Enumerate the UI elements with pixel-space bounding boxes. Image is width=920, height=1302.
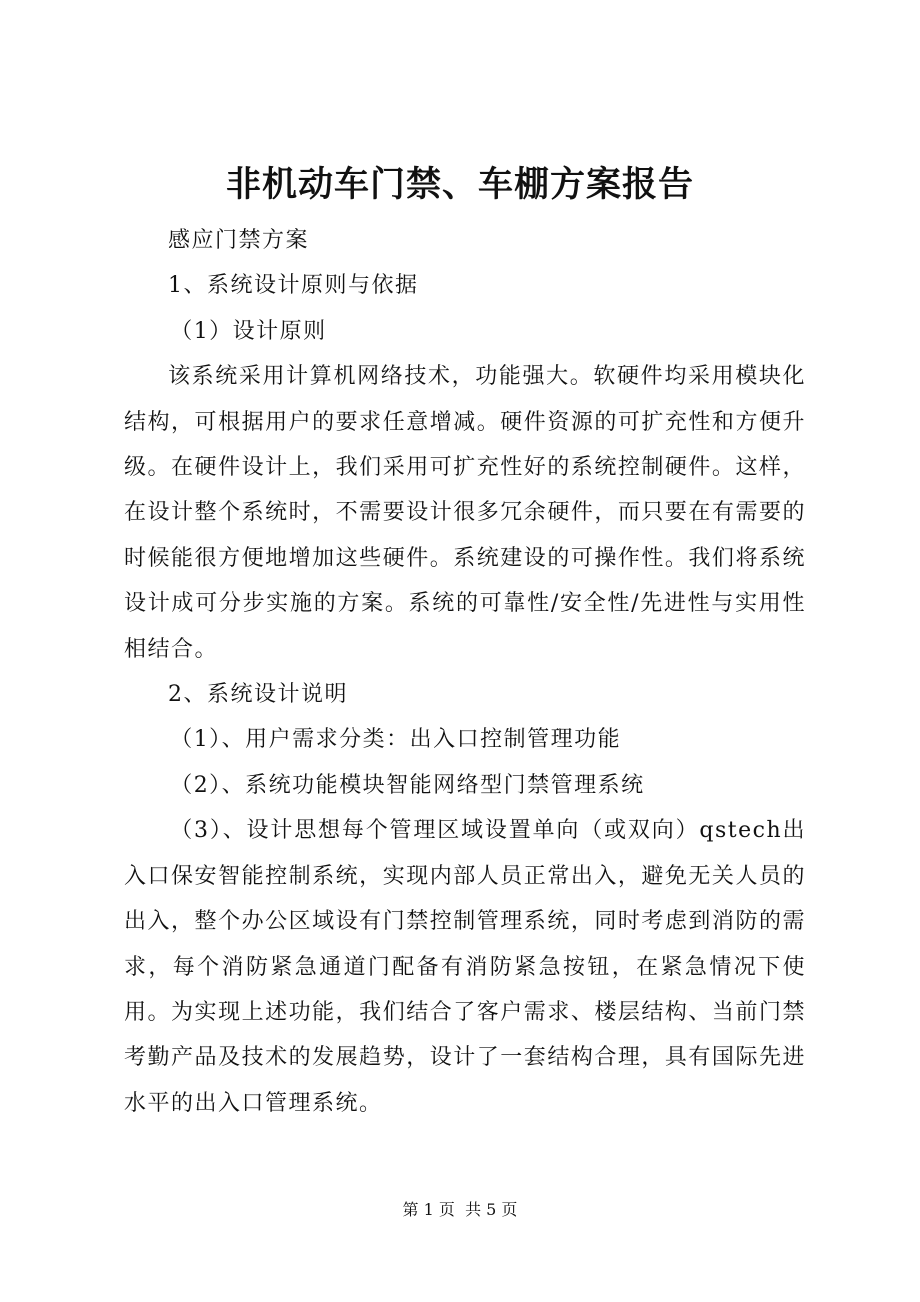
body-paragraph: （3）、设计思想每个管理区域设置单向（或双向）qstech出入口保安智能控制系统，实现内部人员正常出入，避免无关人员的出入，整个办公区域设有门禁控制管理系统，同时考虑到消防的需求，每个消防紧急通道门配备有消防紧急按钮，在紧急情况下使用。为实现上述功能，我们结合了客户需求、楼层结构、当前门禁考勤产品及技术的发展趋势，设计了一套结构合理，具有国际先进水平的出入口管理系统。	[124, 818, 806, 1116]
section-heading: 感应门禁方案	[168, 228, 310, 253]
section-heading: 1、系统设计原则与依据	[168, 273, 419, 299]
document-title: 非机动车门禁、车棚方案报告	[225, 165, 694, 205]
page-footer	[0, 1198, 920, 1222]
page-number: 第 1 页 共 5 页	[402, 1200, 518, 1219]
document-body	[124, 218, 806, 1126]
list-item: （2）、系统功能模块智能网络型门禁管理系统	[170, 772, 645, 798]
section-heading: 2、系统设计说明	[168, 682, 348, 708]
subsection-heading: （1）设计原则	[170, 318, 327, 344]
list-item: （1）、用户需求分类：出入口控制管理功能	[170, 727, 622, 753]
body-paragraph: 该系统采用计算机网络技术，功能强大。软硬件均采用模块化结构，可根据用户的要求任意增减。硬件资源的可扩充性和方便升级。在硬件设计上，我们采用可扩充性好的系统控制硬件。这样，在设计整个系统时，不需要设计很多冗余硬件，而只要在有需要的时候能很方便地增加这些硬件。系统建设的可操作性。我们将系统设计成可分步实施的方案。系统的可靠性/安全性/先进性与实用性相结合。	[124, 364, 806, 662]
